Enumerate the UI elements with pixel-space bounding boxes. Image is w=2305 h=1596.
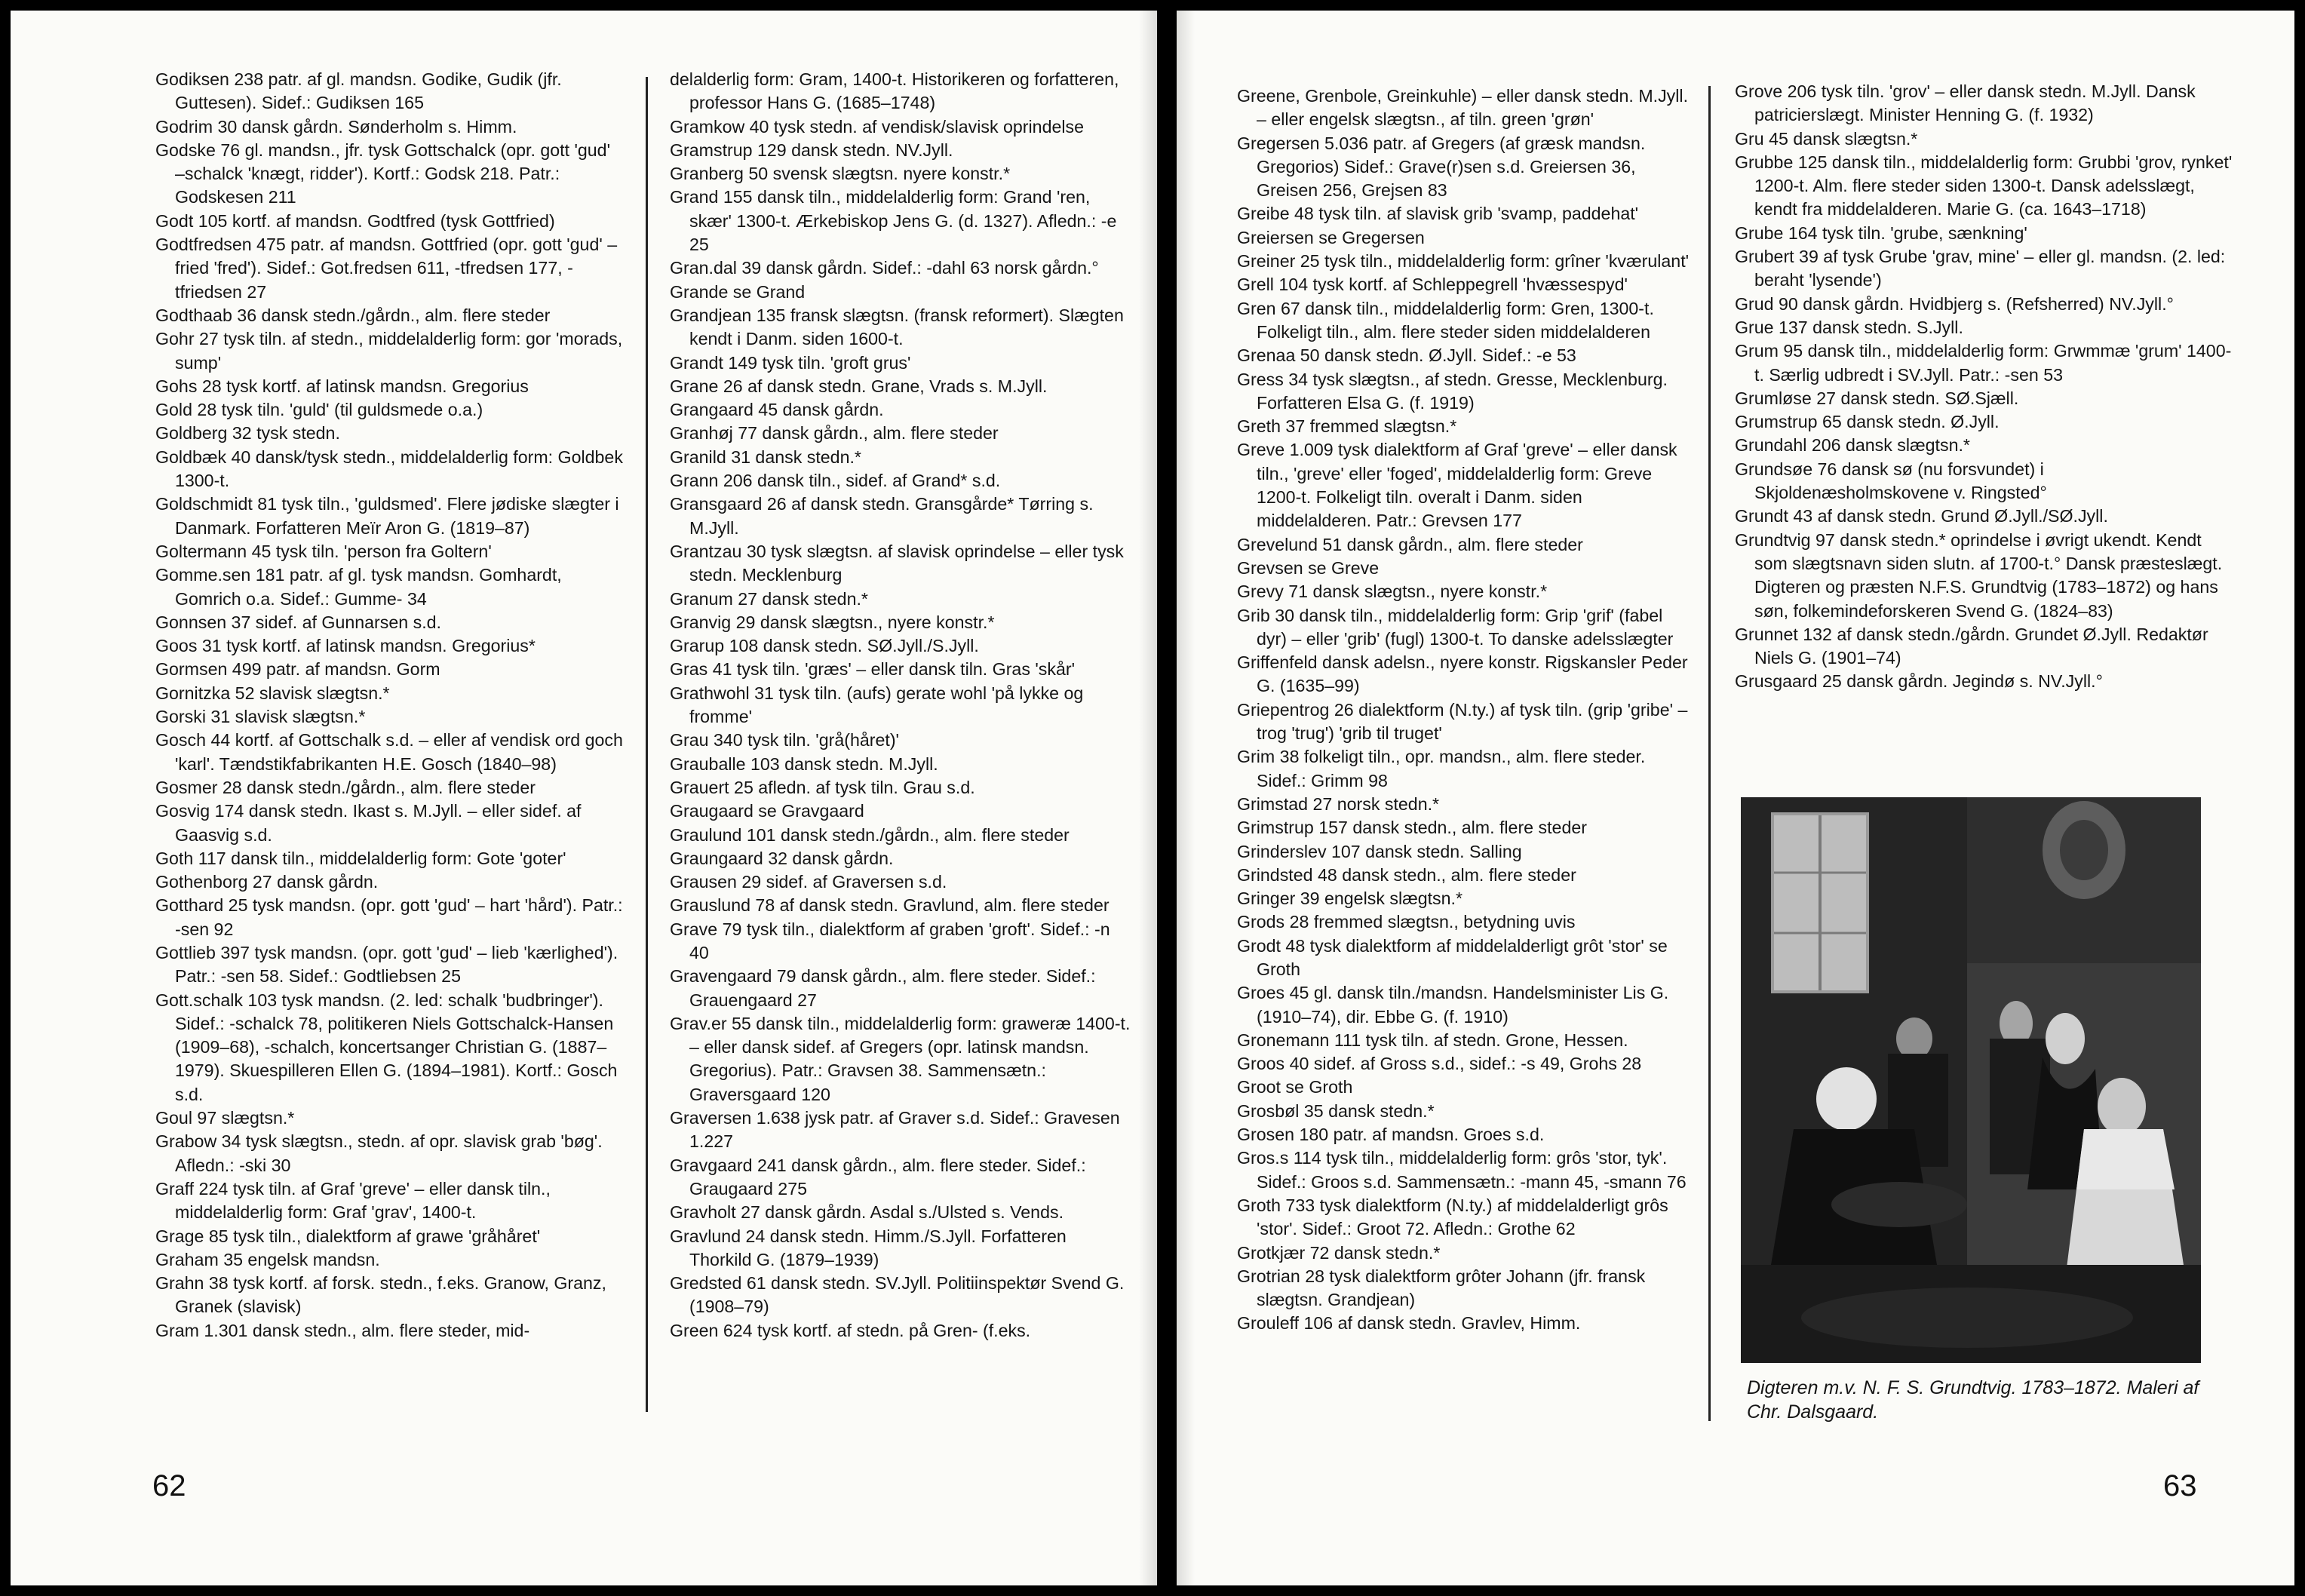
dictionary-entry: Gravholt 27 dansk gårdn. Asdal s./Ulsted s. Vends. [670,1202,1064,1223]
dictionary-entry: Groos 40 sidef. af Gross s.d., sidef.: -s 49, Grohs 28 [1237,1054,1642,1074]
dictionary-entry: Gramstrup 129 dansk stedn. NV.Jyll. [670,140,953,160]
right-page [1177,11,2294,1585]
dictionary-entry: Gosmer 28 dansk stedn./gårdn., alm. flere steder [155,777,536,797]
dictionary-entry: Grodt 48 tysk dialektform af middelalderligt grôt 'stor' se Groth [1237,935,1668,979]
dictionary-entry: Grubbe 125 dansk tiln., middelalderlig form: Grubbi 'grov, rynket' 1200-t. Alm. flere steder siden 1300-t. Dansk adelsslægt, kendt fra middelalderen. Marie G. (ca. 1643–1718) [1735,152,2233,219]
dictionary-entry: Graham 35 engelsk mandsn. [155,1249,380,1269]
dictionary-entry: Grundahl 206 dansk slægtsn.* [1735,435,1970,456]
dictionary-entry: Goth 117 dansk tiln., middelalderlig form: Gote 'goter' [155,848,566,868]
dictionary-entry: Grevelund 51 dansk gårdn., alm. flere steder [1237,534,1583,554]
dictionary-entry: Grabow 34 tysk slægtsn., stedn. af opr. slavisk grab 'bøg'. Afledn.: -ski 30 [155,1131,603,1175]
dictionary-entry: Godiksen 238 patr. af gl. mandsn. Godike, Gudik (jfr. Guttesen). Sidef.: Gudiksen 165 [155,69,562,113]
dictionary-entry: Gram 1.301 dansk stedn., alm. flere steder, mid- [155,1320,530,1340]
dictionary-entry: Grathwohl 31 tysk tiln. (aufs) gerate wohl 'på lykke og fromme' [670,683,1084,727]
column-divider [646,77,648,1412]
dictionary-entry: Grods 28 fremmed slægtsn., betydning uvis [1237,912,1576,932]
dictionary-entry: Grand 155 dansk tiln., middelalderlig form: Grand 'ren, skær' 1300-t. Ærkebiskop Jens G. (d. 1327). Afledn.: -e 25 [670,187,1117,255]
dictionary-entry: Groth 733 tysk dialektform (N.ty.) af middelalderligt grôs 'stor'. Sidef.: Groot 72. Afledn.: Grothe 62 [1237,1195,1668,1239]
dictionary-entry: Gomme.sen 181 patr. af gl. tysk mandsn. Gomhardt, Gomrich o.a. Sidef.: Gumme- 34 [155,565,562,609]
column-divider [1708,86,1711,1421]
dictionary-entry: Griepentrog 26 dialektform (N.ty.) af tysk tiln. (grip 'gribe' – trog 'trug') 'grib til truget' [1237,699,1688,744]
dictionary-entry: Goldberg 32 tysk stedn. [155,423,340,444]
dictionary-entry: Graugaard se Gravgaard [670,801,864,821]
right-column-2 [1735,80,2233,694]
dictionary-entry: Grevy 71 dansk slægtsn., nyere konstr.* [1237,582,1548,602]
dictionary-entry: Gronemann 111 tysk tiln. af stedn. Grone, Hessen. [1237,1030,1628,1050]
dictionary-entry: Groot se Groth [1237,1077,1353,1097]
dictionary-entry: Greiersen se Gregersen [1237,227,1425,247]
dictionary-entry: Gru 45 dansk slægtsn.* [1735,128,1918,149]
dictionary-entry: Grundt 43 af dansk stedn. Grund Ø.Jyll./SØ.Jyll. [1735,506,2108,526]
dictionary-entry: Grotrian 28 tysk dialektform grôter Johann (jfr. fransk slægtsn. Grandjean) [1237,1266,1646,1310]
dictionary-entry: Gransgaard 26 af dansk stedn. Gransgårde* Tørring s. M.Jyll. [670,494,1094,538]
dictionary-entry: Granhøj 77 dansk gårdn., alm. flere steder [670,423,999,444]
dictionary-entry: Grimstrup 157 dansk stedn., alm. flere steder [1237,818,1587,838]
dictionary-entry: Grausen 29 sidef. af Graversen s.d. [670,872,947,892]
dictionary-entry: Graff 224 tysk tiln. af Graf 'greve' – eller dansk tiln., middelalderlig form: Graf 'grav', 1400-t. [155,1178,551,1223]
dictionary-entry: Grud 90 dansk gårdn. Hvidbjerg s. (Refsherred) NV.Jyll.° [1735,293,2174,314]
dictionary-entry: Gringer 39 engelsk slægtsn.* [1237,889,1463,909]
dictionary-entry: Gonnsen 37 sidef. af Gunnarsen s.d. [155,612,441,632]
dictionary-entry: Granild 31 dansk stedn.* [670,447,861,467]
dictionary-entry: Grube 164 tysk tiln. 'grube, sænkning' [1735,223,2027,243]
page-number: 63 [2163,1469,2197,1502]
dictionary-entry: Grahn 38 tysk kortf. af forsk. stedn., f.eks. Granow, Granz, Granek (slavisk) [155,1273,606,1317]
dictionary-entry: Grauert 25 afledn. af tysk tiln. Grau s.d. [670,777,975,797]
dictionary-entry: Godske 76 gl. mandsn., jfr. tysk Gottschalck (opr. gott 'gud' –schalck 'knægt, ridder'). Kortf.: Godsk 218. Patr.: Godskesen 211 [155,140,610,207]
dictionary-entry: Graulund 101 dansk stedn./gårdn., alm. flere steder [670,824,1070,845]
dictionary-entry: Grandt 149 tysk tiln. 'groft grus' [670,352,911,373]
dictionary-entry: Grav.er 55 dansk tiln., middelalderlig form: graweræ 1400-t. – eller dansk sidef. af Gregers (opr. latinsk mandsn. Gregorius). Patr.: Gravsen 38. Sammensætn.: Graversgaard 120 [670,1013,1131,1104]
dictionary-entry: Goos 31 tysk kortf. af latinsk mandsn. Gregorius* [155,636,536,656]
dictionary-entry: Goltermann 45 tysk tiln. 'person fra Goltern' [155,541,492,561]
dictionary-entry: Godthaab 36 dansk stedn./gårdn., alm. flere steder [155,305,551,325]
dictionary-entry: Godt 105 kortf. af mandsn. Godtfred (tysk Gottfried) [155,210,555,231]
dictionary-entry: Gress 34 tysk slægtsn., af stedn. Gresse, Mecklenburg. Forfatteren Elsa G. (f. 1919) [1237,369,1668,413]
dictionary-entry: Goldbæk 40 dansk/tysk stedn., middelalderlig form: Goldbek 1300-t. [155,447,623,491]
dictionary-entry: Gohr 27 tysk tiln. af stedn., middelalderlig form: gor 'morads, sump' [155,329,623,373]
dictionary-entry: Grantzau 30 tysk slægtsn. af slavisk oprindelse – eller tysk stedn. Mecklenburg [670,541,1124,585]
dictionary-entry: Grotkjær 72 dansk stedn.* [1237,1242,1441,1263]
grundtvig-painting [1741,797,2201,1363]
dictionary-entry: Greibe 48 tysk tiln. af slavisk grib 'svamp, paddehat' [1237,204,1639,224]
dictionary-entry: Grevsen se Greve [1237,557,1380,578]
dictionary-entry: Grande se Grand [670,281,806,302]
right-column-1 [1237,84,1697,1336]
dictionary-entry: Gott.schalk 103 tysk mandsn. (2. led: schalk 'budbringer'). Sidef.: -schalck 78, politikeren Niels Gottschalck-Hansen (1909–68), -schalch, koncertsanger Christian G. (1887–1979). Skuespilleren Ellen G. (1894–1981). Kortf.: Gosch s.d. [155,990,618,1104]
dictionary-entry: Grandjean 135 fransk slægtsn. (fransk reformert). Slægten kendt i Danm. siden 1600-t. [670,305,1124,349]
dictionary-entry: Gosch 44 kortf. af Gottschalk s.d. – eller af vendisk ord goch 'karl'. Tændstikfabrikanten H.E. Gosch (1840–98) [155,730,623,774]
dictionary-entry: Gran.dal 39 dansk gårdn. Sidef.: -dahl 63 norsk gårdn.° [670,258,1099,278]
dictionary-entry: Grosen 180 patr. af mandsn. Groes s.d. [1237,1125,1545,1145]
dictionary-entry: Granberg 50 svensk slægtsn. nyere konstr.* [670,164,1011,184]
dictionary-entry: Grage 85 tysk tiln., dialektform af grawe 'gråhåret' [155,1226,541,1246]
dictionary-entry: Godtfredsen 475 patr. af mandsn. Gottfried (opr. gott 'gud' – fried 'fred'). Sidef.: Got.fredsen 611, -tfredsen 177, -tfriedsen 27 [155,235,618,302]
dictionary-entry: Gormsen 499 patr. af mandsn. Gorm [155,659,440,680]
dictionary-entry: Gornitzka 52 slavisk slægtsn.* [155,683,390,703]
gutter-shadow [1139,11,1157,1585]
dictionary-entry: Grib 30 dansk tiln., middelalderlig form: Grip 'grif' (fabel dyr) – eller 'grib' (fugl) 1300-t. To danske adelsslægter [1237,605,1674,649]
dictionary-entry: Gothenborg 27 dansk gårdn. [155,872,379,892]
dictionary-entry: Grumløse 27 dansk stedn. SØ.Sjæll. [1735,388,2019,408]
dictionary-entry: Greiner 25 tysk tiln., middelalderlig form: grîner 'kværulant' [1237,251,1690,272]
dictionary-entry: Grenaa 50 dansk stedn. Ø.Jyll. Sidef.: -e 53 [1237,345,1576,366]
dictionary-entry: Grave 79 tysk tiln., dialektform af graben 'groft'. Sidef.: -n 40 [670,919,1110,962]
dictionary-entry: Granum 27 dansk stedn.* [670,588,868,609]
dictionary-entry: delalderlig form: Gram, 1400-t. Historikeren og forfatteren, professor Hans G. (1685–1748) [670,69,1119,113]
dictionary-entry: Grimstad 27 norsk stedn.* [1237,793,1440,814]
dictionary-entry: Grouleff 106 af dansk stedn. Gravlev, Himm. [1237,1313,1581,1334]
dictionary-entry: Gregersen 5.036 patr. af Gregers (af græsk mandsn. Gregorios) Sidef.: Grave(r)sen s.d. Greiersen 36, Greisen 256, Grejsen 83 [1237,133,1646,201]
dictionary-entry: Goul 97 slægtsn.* [155,1108,295,1128]
dictionary-entry: Gros.s 114 tysk tiln., middelalderlig form: grôs 'stor, tyk'. Sidef.: Groos s.d. Sammensætn.: -mann 45, -smann 76 [1237,1148,1687,1192]
left-column-2 [670,68,1131,1343]
dictionary-entry: Grinderslev 107 dansk stedn. Salling [1237,841,1522,861]
left-column-1 [155,68,623,1343]
dictionary-entry: Gosvig 174 dansk stedn. Ikast s. M.Jyll. – eller sidef. af Gaasvig s.d. [155,801,582,845]
dictionary-entry: Granvig 29 dansk slægtsn., nyere konstr.* [670,612,995,632]
dictionary-entry: Grosbøl 35 dansk stedn.* [1237,1100,1435,1121]
dictionary-entry: Grau 340 tysk tiln. 'grå(håret)' [670,730,899,750]
dictionary-entry: Graversen 1.638 jysk patr. af Graver s.d. Sidef.: Gravesen 1.227 [670,1108,1120,1152]
dictionary-entry: Greve 1.009 tysk dialektform af Graf 'greve' – eller dansk tiln., 'greve' eller 'foged', middelalderlig form: Greve 1200-t. Folkeligt tiln. overalt i Danm. siden middelalderen. Patr.: Grevsen 177 [1237,440,1677,531]
dictionary-entry: Grim 38 folkeligt tiln., opr. mandsn., alm. flere steder. Sidef.: Grimm 98 [1237,747,1646,790]
dictionary-entry: Grum 95 dansk tiln., middelalderlig form: Grwmmæ 'grum' 1400-t. Særlig udbredt i SV.Jyll. Patr.: -sen 53 [1735,341,2232,385]
dictionary-entry: Gren 67 dansk tiln., middelalderlig form: Gren, 1300-t. Folkeligt tiln., alm. flere steder siden middelalderen [1237,298,1654,342]
dictionary-entry: Grauslund 78 af dansk stedn. Gravlund, alm. flere steder [670,895,1110,916]
dictionary-entry: Grauballe 103 dansk stedn. M.Jyll. [670,753,938,774]
left-page [11,11,1157,1585]
dictionary-entry: Griffenfeld dansk adelsn., nyere konstr. Rigskansler Peder G. (1635–99) [1237,652,1688,696]
dictionary-entry: Greth 37 fremmed slægtsn.* [1237,416,1457,437]
page-number: 62 [152,1469,186,1502]
dictionary-entry: Grangaard 45 dansk gårdn. [670,400,884,420]
dictionary-entry: Grindsted 48 dansk stedn., alm. flere steder [1237,864,1576,885]
dictionary-entry: Gravengaard 79 dansk gårdn., alm. flere steder. Sidef.: Grauengaard 27 [670,966,1096,1010]
photo-caption: Digteren m.v. N. F. S. Grundtvig. 1783–1872. Maleri af Chr. Dalsgaard. [1747,1377,2199,1423]
dictionary-entry: Grusgaard 25 dansk gårdn. Jegindø s. NV.Jyll.° [1735,671,2103,692]
dictionary-entry: Gottlieb 397 tysk mandsn. (opr. gott 'gud' – lieb 'kærlighed'). Patr.: -sen 58. Sidef.: Godtliebsen 25 [155,942,618,987]
dictionary-entry: Grove 206 tysk tiln. 'grov' – eller dansk stedn. M.Jyll. Dansk patricierslægt. Minister Henning G. (f. 1932) [1735,81,2196,125]
dictionary-entry: Grue 137 dansk stedn. S.Jyll. [1735,317,1963,337]
dictionary-entry: Gorski 31 slavisk slægtsn.* [155,707,366,727]
dictionary-entry: Grane 26 af dansk stedn. Grane, Vrads s. M.Jyll. [670,376,1048,396]
dictionary-entry: Gras 41 tysk tiln. 'græs' – eller dansk tiln. Gras 'skår' [670,659,1076,680]
dictionary-entry: Green 624 tysk kortf. af stedn. på Gren- (f.eks. [670,1320,1031,1340]
dictionary-entry: Grann 206 dansk tiln., sidef. af Grand* s.d. [670,471,1001,491]
dictionary-entry: Grarup 108 dansk stedn. SØ.Jyll./S.Jyll. [670,636,979,656]
dictionary-entry: Goldschmidt 81 tysk tiln., 'guldsmed'. Flere jødiske slægter i Danmark. Forfatteren Meïr Aron G. (1819–87) [155,494,619,538]
dictionary-entry: Grundsøe 76 dansk sø (nu forsvundet) i Skjoldenæsholmskovene v. Ringsted° [1735,459,2047,503]
dictionary-entry: Gramkow 40 tysk stedn. af vendisk/slavisk oprindelse [670,116,1085,137]
dictionary-entry: Gohs 28 tysk kortf. af latinsk mandsn. Gregorius [155,376,529,396]
dictionary-entry: Gotthard 25 tysk mandsn. (opr. gott 'gud' – hart 'hård'). Patr.: -sen 92 [155,895,623,939]
dictionary-entry: Graungaard 32 dansk gårdn. [670,848,894,868]
dictionary-entry: Grell 104 tysk kortf. af Schleppegrell 'hvæssespyd' [1237,275,1628,295]
dictionary-entry: Greene, Grenbole, Greinkuhle) – eller dansk stedn. M.Jyll. – eller engelsk slægtsn., af tiln. green 'grøn' [1237,86,1689,130]
dictionary-entry: Gravlund 24 dansk stedn. Himm./S.Jyll. Forfatteren Thorkild G. (1879–1939) [670,1226,1067,1269]
dictionary-entry: Gredsted 61 dansk stedn. SV.Jyll. Politiinspektør Svend G. (1908–79) [670,1273,1125,1317]
dictionary-entry: Grumstrup 65 dansk stedn. Ø.Jyll. [1735,412,2000,432]
dictionary-entry: Grubert 39 af tysk Grube 'grav, mine' – eller gl. mandsn. (2. led: beraht 'lysende') [1735,247,2226,290]
dictionary-entry: Gold 28 tysk tiln. 'guld' (til guldsmede o.a.) [155,400,483,420]
dictionary-entry: Godrim 30 dansk gårdn. Sønderholm s. Himm. [155,116,517,137]
dictionary-entry: Grunnet 132 af dansk stedn./gårdn. Grundet Ø.Jyll. Redaktør Niels G. (1901–74) [1735,624,2208,668]
dictionary-entry: Grundtvig 97 dansk stedn.* oprindelse i øvrigt ukendt. Kendt som slægtsnavn siden slutn. af 1700-t.° Dansk præsteslægt. Digteren og præsten N.F.S. Grundtvig (1783–1872) og hans søn, folkemindeforskeren Svend G. (1824–83) [1735,529,2223,621]
gutter-shadow [1177,11,1195,1585]
dictionary-entry: Groes 45 gl. dansk tiln./mandsn. Handelsminister Lis G. (1910–74), dir. Ebbe G. (f. 1910) [1237,983,1669,1027]
dictionary-entry: Gravgaard 241 dansk gårdn., alm. flere steder. Sidef.: Graugaard 275 [670,1155,1086,1199]
